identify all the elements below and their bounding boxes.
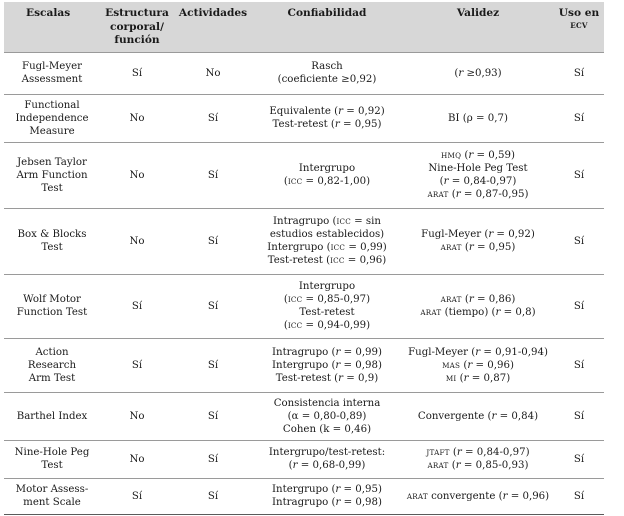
table-row (4, 94, 604, 142)
conf-line: (α = 0,80-0,89) (287, 410, 367, 422)
val-line: MAS (r = 0,96) (442, 359, 514, 371)
escala-line: Independence (15, 112, 89, 124)
escala-line: Arm Function (16, 169, 88, 181)
header-uso-abbrev: ECV (570, 20, 588, 30)
header-estructura (100, 2, 174, 52)
cell-estructura: Sí (131, 67, 143, 79)
escala-line: Functional (24, 99, 80, 111)
cell-actividades: Sí (207, 235, 219, 247)
val-line: Nine-Hole Peg Test (428, 163, 528, 175)
conf-line: Cohen (k = 0,46) (282, 423, 372, 435)
cell-confiabilidad (252, 478, 402, 514)
table-row (4, 208, 604, 274)
conf-line: Equivalente (r = 0,92) (269, 106, 385, 118)
cell-validez (402, 142, 554, 208)
cell-estructura: No (129, 235, 145, 247)
escala-line: Barthel Index (16, 410, 88, 422)
cell-validez (402, 208, 554, 274)
cell-validez (402, 52, 554, 94)
cell-uso: Sí (573, 169, 585, 181)
header-estructura-line: corporal/ (110, 20, 164, 33)
cell-escala (4, 478, 100, 514)
conf-line: Intergrupo (r = 0,98) (272, 359, 382, 371)
conf-line: Intergrupo (r = 0,95) (272, 484, 382, 496)
escala-line: Test (41, 242, 63, 254)
cell-actividades: Sí (207, 359, 219, 371)
cell-validez (402, 338, 554, 392)
cell-estructura: Sí (131, 359, 143, 371)
cell-uso: Sí (573, 112, 585, 124)
val-line: ARAT convergente (r = 0,96) (406, 490, 550, 502)
table-row (4, 142, 604, 208)
cell-escala (4, 440, 100, 478)
conf-line: Intergrupo/test-retest: (268, 447, 386, 459)
cell-confiabilidad (252, 208, 402, 274)
cell-validez (402, 440, 554, 478)
conf-line: (coeficiente ≥0,92) (277, 74, 377, 86)
header-estructura-line: Estructura (105, 7, 169, 19)
cell-uso: Sí (573, 490, 585, 502)
cell-uso: Sí (573, 359, 585, 371)
escala-line: ment Scale (23, 497, 81, 509)
val-line: Fugl-Meyer (r = 0,92) (421, 229, 535, 241)
cell-escala (4, 52, 100, 94)
cell-validez (402, 478, 554, 514)
escala-line: Assessment (21, 74, 83, 86)
header-confiabilidad: Confiabilidad (287, 7, 367, 19)
conf-line: (ICC = 0,94-0,99) (283, 320, 371, 332)
val-line: Convergente (r = 0,84) (417, 410, 539, 422)
cell-estructura: Sí (131, 300, 143, 312)
cell-estructura: Sí (131, 490, 143, 502)
cell-actividades: Sí (207, 112, 219, 124)
cell-estructura: No (129, 169, 145, 181)
val-line: MI (r = 0,87) (445, 372, 511, 384)
cell-validez (402, 392, 554, 440)
cell-escala (4, 94, 100, 142)
escala-line: Test (41, 460, 63, 472)
val-line: (r ≥0,93) (454, 67, 502, 79)
val-line: ARAT (r = 0,87-0,95) (427, 189, 529, 201)
escala-line: Jebsen Taylor (17, 156, 87, 168)
val-line: ARAT (r = 0,85-0,93) (427, 460, 529, 472)
header-actividades: Actividades (178, 7, 248, 19)
val-line: (r = 0,84-0,97) (439, 176, 517, 188)
cell-confiabilidad (252, 94, 402, 142)
cell-actividades: Sí (207, 410, 219, 422)
val-line: Fugl-Meyer (r = 0,91-0,94) (408, 346, 548, 358)
escala-line: Motor Assess- (15, 484, 89, 496)
cell-confiabilidad (252, 142, 402, 208)
cell-confiabilidad (252, 274, 402, 338)
conf-line: Intragrupo (r = 0,98) (272, 497, 382, 509)
cell-escala (4, 274, 100, 338)
scales-table (4, 2, 604, 515)
conf-line: Test-retest (ICC = 0,96) (267, 255, 387, 267)
escala-line: Measure (29, 125, 75, 137)
conf-line: Consistencia interna (273, 397, 381, 409)
cell-validez (402, 94, 554, 142)
cell-uso: Sí (573, 235, 585, 247)
cell-escala (4, 142, 100, 208)
conf-line: Intergrupo (ICC = 0,99) (267, 242, 387, 254)
table-row (4, 478, 604, 514)
cell-estructura: No (129, 453, 145, 465)
conf-line: (ICC = 0,82-1,00) (283, 176, 371, 188)
cell-confiabilidad (252, 440, 402, 478)
conf-line: Test-retest (299, 307, 355, 319)
escala-line: Fugl-Meyer (22, 61, 82, 73)
conf-line: Intragrupo (ICC = sin (273, 216, 381, 228)
cell-estructura: No (129, 410, 145, 422)
header-uso (554, 2, 604, 52)
cell-confiabilidad (252, 338, 402, 392)
cell-actividades: No (205, 67, 221, 79)
conf-line: Rasch (311, 61, 343, 73)
val-line: HMQ (r = 0,59) (441, 150, 515, 162)
cell-escala (4, 392, 100, 440)
cell-estructura: No (129, 112, 145, 124)
table-row (4, 274, 604, 338)
cell-uso: Sí (573, 67, 585, 79)
header-row (4, 2, 604, 52)
cell-actividades: Sí (207, 300, 219, 312)
escala-line: Action (35, 346, 69, 358)
cell-escala (4, 208, 100, 274)
val-line: ARAT (r = 0,95) (440, 242, 516, 254)
escala-line: Function Test (16, 307, 88, 319)
cell-uso: Sí (573, 410, 585, 422)
table-row (4, 440, 604, 478)
conf-line: Test-retest (r = 0,95) (272, 119, 382, 131)
val-line: ARAT (r = 0,86) (440, 294, 516, 306)
conf-line: Intergrupo (298, 163, 356, 175)
cell-validez (402, 274, 554, 338)
table-row (4, 392, 604, 440)
escala-line: Research (27, 359, 77, 371)
cell-confiabilidad (252, 52, 402, 94)
cell-uso: Sí (573, 453, 585, 465)
conf-line: (r = 0,68-0,99) (288, 460, 366, 472)
escala-line: Test (41, 182, 63, 194)
escala-line: Wolf Motor (23, 294, 81, 306)
escala-line: Arm Test (28, 372, 76, 384)
conf-line: Intragrupo (r = 0,99) (272, 346, 382, 358)
header-estructura-line: función (114, 34, 160, 47)
cell-actividades: Sí (207, 453, 219, 465)
val-line: BI (ρ = 0,7) (448, 112, 508, 124)
cell-actividades: Sí (207, 490, 219, 502)
header-escalas: Escalas (26, 7, 71, 19)
conf-line: Test-retest (r = 0,9) (275, 372, 379, 384)
table-row (4, 338, 604, 392)
cell-actividades: Sí (207, 169, 219, 181)
conf-line: Intergrupo (298, 281, 356, 293)
table-row (4, 52, 604, 94)
cell-uso: Sí (573, 300, 585, 312)
val-line: ARAT (tiempo) (r = 0,8) (420, 307, 536, 319)
escala-line: Nine-Hole Peg (14, 447, 90, 459)
header-uso-line: Uso en (558, 7, 600, 19)
cell-escala (4, 338, 100, 392)
escala-line: Box & Blocks (17, 229, 87, 241)
conf-line: (ICC = 0,85-0,97) (283, 294, 371, 306)
val-line: JTAFT (r = 0,84-0,97) (426, 447, 530, 459)
conf-line: estudios establecidos) (269, 229, 385, 241)
header-validez: Validez (456, 7, 500, 19)
cell-confiabilidad (252, 392, 402, 440)
